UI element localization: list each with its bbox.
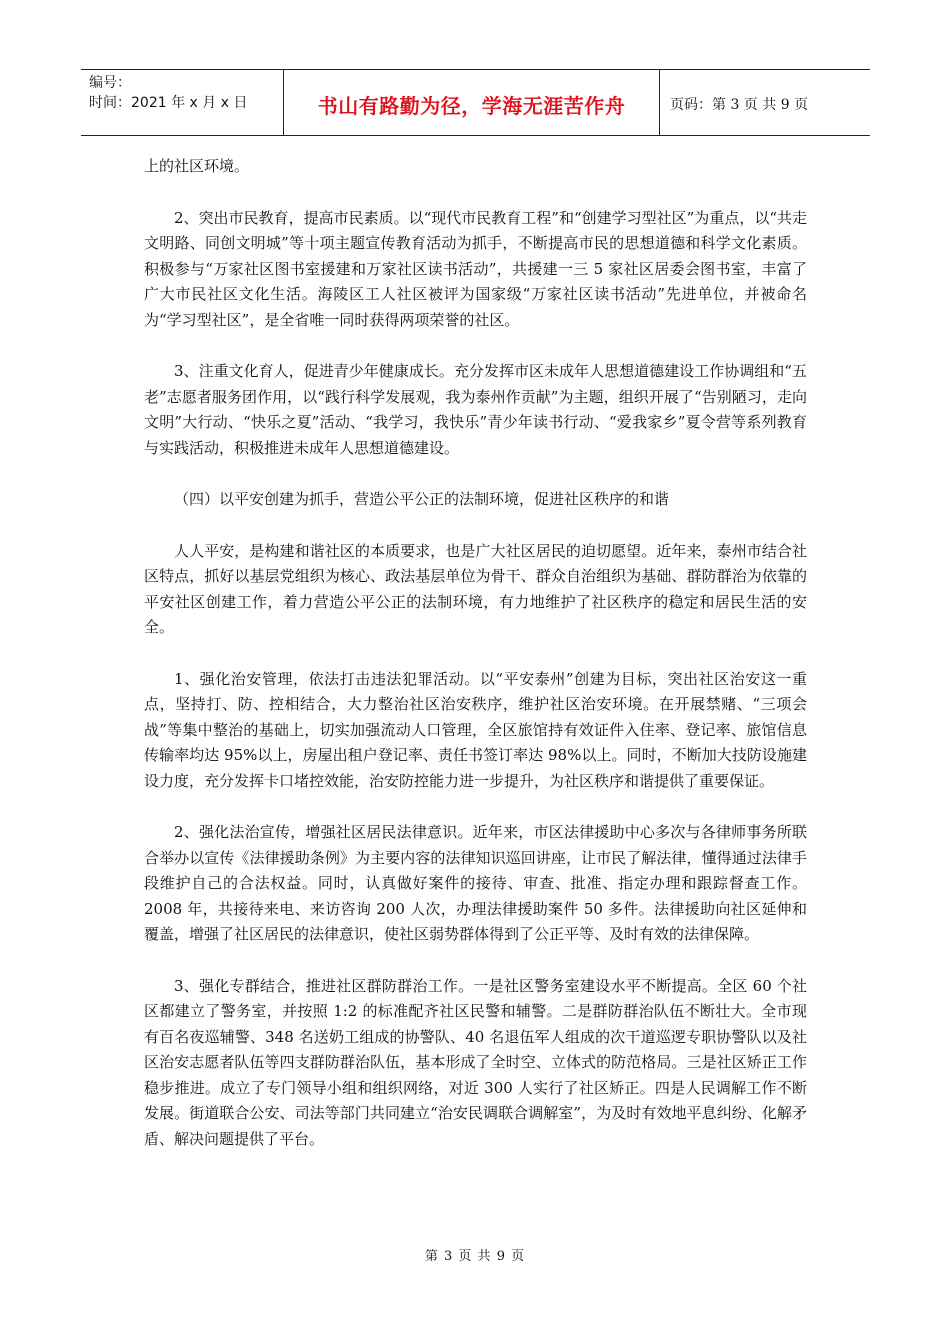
document-number-label: 编号： — [89, 75, 131, 91]
paragraph-public-security: 1、强化治安管理，依法打击违法犯罪活动。以“平安泰州”创建为目标，突出社区治安这一重点，坚持打、防、控相结合，大力整治社区治安秩序，维护社区治安环境。在开展禁赌、“三项会战”等集中整治的基础上，切实加强流动人口管理，全区旅馆持有效证件入住率、登记率、旅馆信息传输率均达 95%以上，房屋出租户登记率、责任书签订率达 98%以上。同时，不断加大技防设施建设力度，充分发挥卡口堵控效能，治安防控能力进一步提升，为社区秩序和谐提供了重要保证。 — [144, 669, 807, 790]
page-header — [81, 69, 870, 136]
paragraph-mass-prevention: 3、强化专群结合，推进社区群防群治工作。一是社区警务室建设水平不断提高。全区 60 个社区都建立了警务室，并按照 1:2 的标准配齐社区民警和辅警。二是群防群治队伍不断壮大。全市现有百名夜巡辅警、348 名送奶工组成的协警队、40 名退伍军人组成的次干道巡逻专职协警队以及社区治安志愿者队伍等四支群防群治队伍，基本形成了全时空、立体式的防范格局。三是社区矫正工作稳步推进。成立了专门领导小组和组织网络，对近 300 人实行了社区矫正。四是人民调解工作不断发展。街道联合公安、司法等部门共同建立“治安民调联合调解室”，为及时有效地平息纠纷、化解矛盾、解决问题提供了平台。 — [144, 976, 807, 1148]
paragraph-safety-intro: 人人平安，是构建和谐社区的本质要求，也是广大社区居民的迫切愿望。近年来，泰州市结合社区特点，抓好以基层党组织为核心、政法基层单位为骨干、群众自治组织为基础、群防群治为依靠的平安社区创建工作，着力营造公平公正的法制环境，有力地维护了社区秩序的稳定和居民生活的安全。 — [144, 541, 807, 636]
paragraph-youth-culture: 3、注重文化育人，促进青少年健康成长。充分发挥市区未成年人思想道德建设工作协调组和“五老”志愿者服务团作用，以“践行科学发展观，我为泰州作贡献”为主题，组织开展了“告别陋习，走向文明”大行动、“快乐之夏”活动、“我学习，我快乐”青少年读书行动、“爱我家乡”夏令营等系列教育与实践活动，积极推进未成年人思想道德建设。 — [144, 362, 807, 457]
document-date-label: 时间：2021 年 x 月 x 日 — [89, 95, 248, 111]
paragraph-legal-publicity: 2、强化法治宣传，增强社区居民法律意识。近年来，市区法律援助中心多次与各律师事务所联合举办以宣传《法律援助条例》为主要内容的法律知识巡回讲座，让市民了解法律，懂得通过法律手段维护自己的合法权益。同时，认真做好案件的接待、审查、批准、指定办理和跟踪督查工作。2008 年，共接待来电、来访咨询 200 人次，办理法律援助案件 50 多件。法律援助向社区延伸和覆盖，增强了社区居民的法律意识，使社区弱势群体得到了公正平等、及时有效的法律保障。 — [144, 823, 807, 943]
header-page-number: 页码：第 3 页 共 9 页 — [670, 96, 809, 113]
document-body — [144, 154, 807, 1178]
header-motto: 书山有路勤为径，学海无涯苦作舟 — [284, 70, 660, 135]
paragraph-citizen-education: 2、突出市民教育，提高市民素质。以“现代市民教育工程”和“创建学习型社区”为重点，以“共走文明路、同创文明城”等十项主题宣传教育活动为抓手，不断提高市民的思想道德和科学文化素质。积极参与“万家社区图书室援建和万家社区读书活动”，共援建一三 5 家社区居委会图书室，丰富了广大市民社区文化生活。海陵区工人社区被评为国家级“万家社区读书活动”先进单位，并被命名为“学习型社区”，是全省唯一同时获得两项荣誉的社区。 — [144, 208, 807, 329]
paragraph-continuation: 上的社区环境。 — [144, 157, 250, 175]
page-footer: 第 3 页 共 9 页 — [424, 1249, 526, 1264]
header-meta — [81, 70, 284, 135]
section-heading-safety: （四）以平安创建为抓手，营造公平公正的法制环境，促进社区秩序的和谐 — [174, 490, 670, 508]
